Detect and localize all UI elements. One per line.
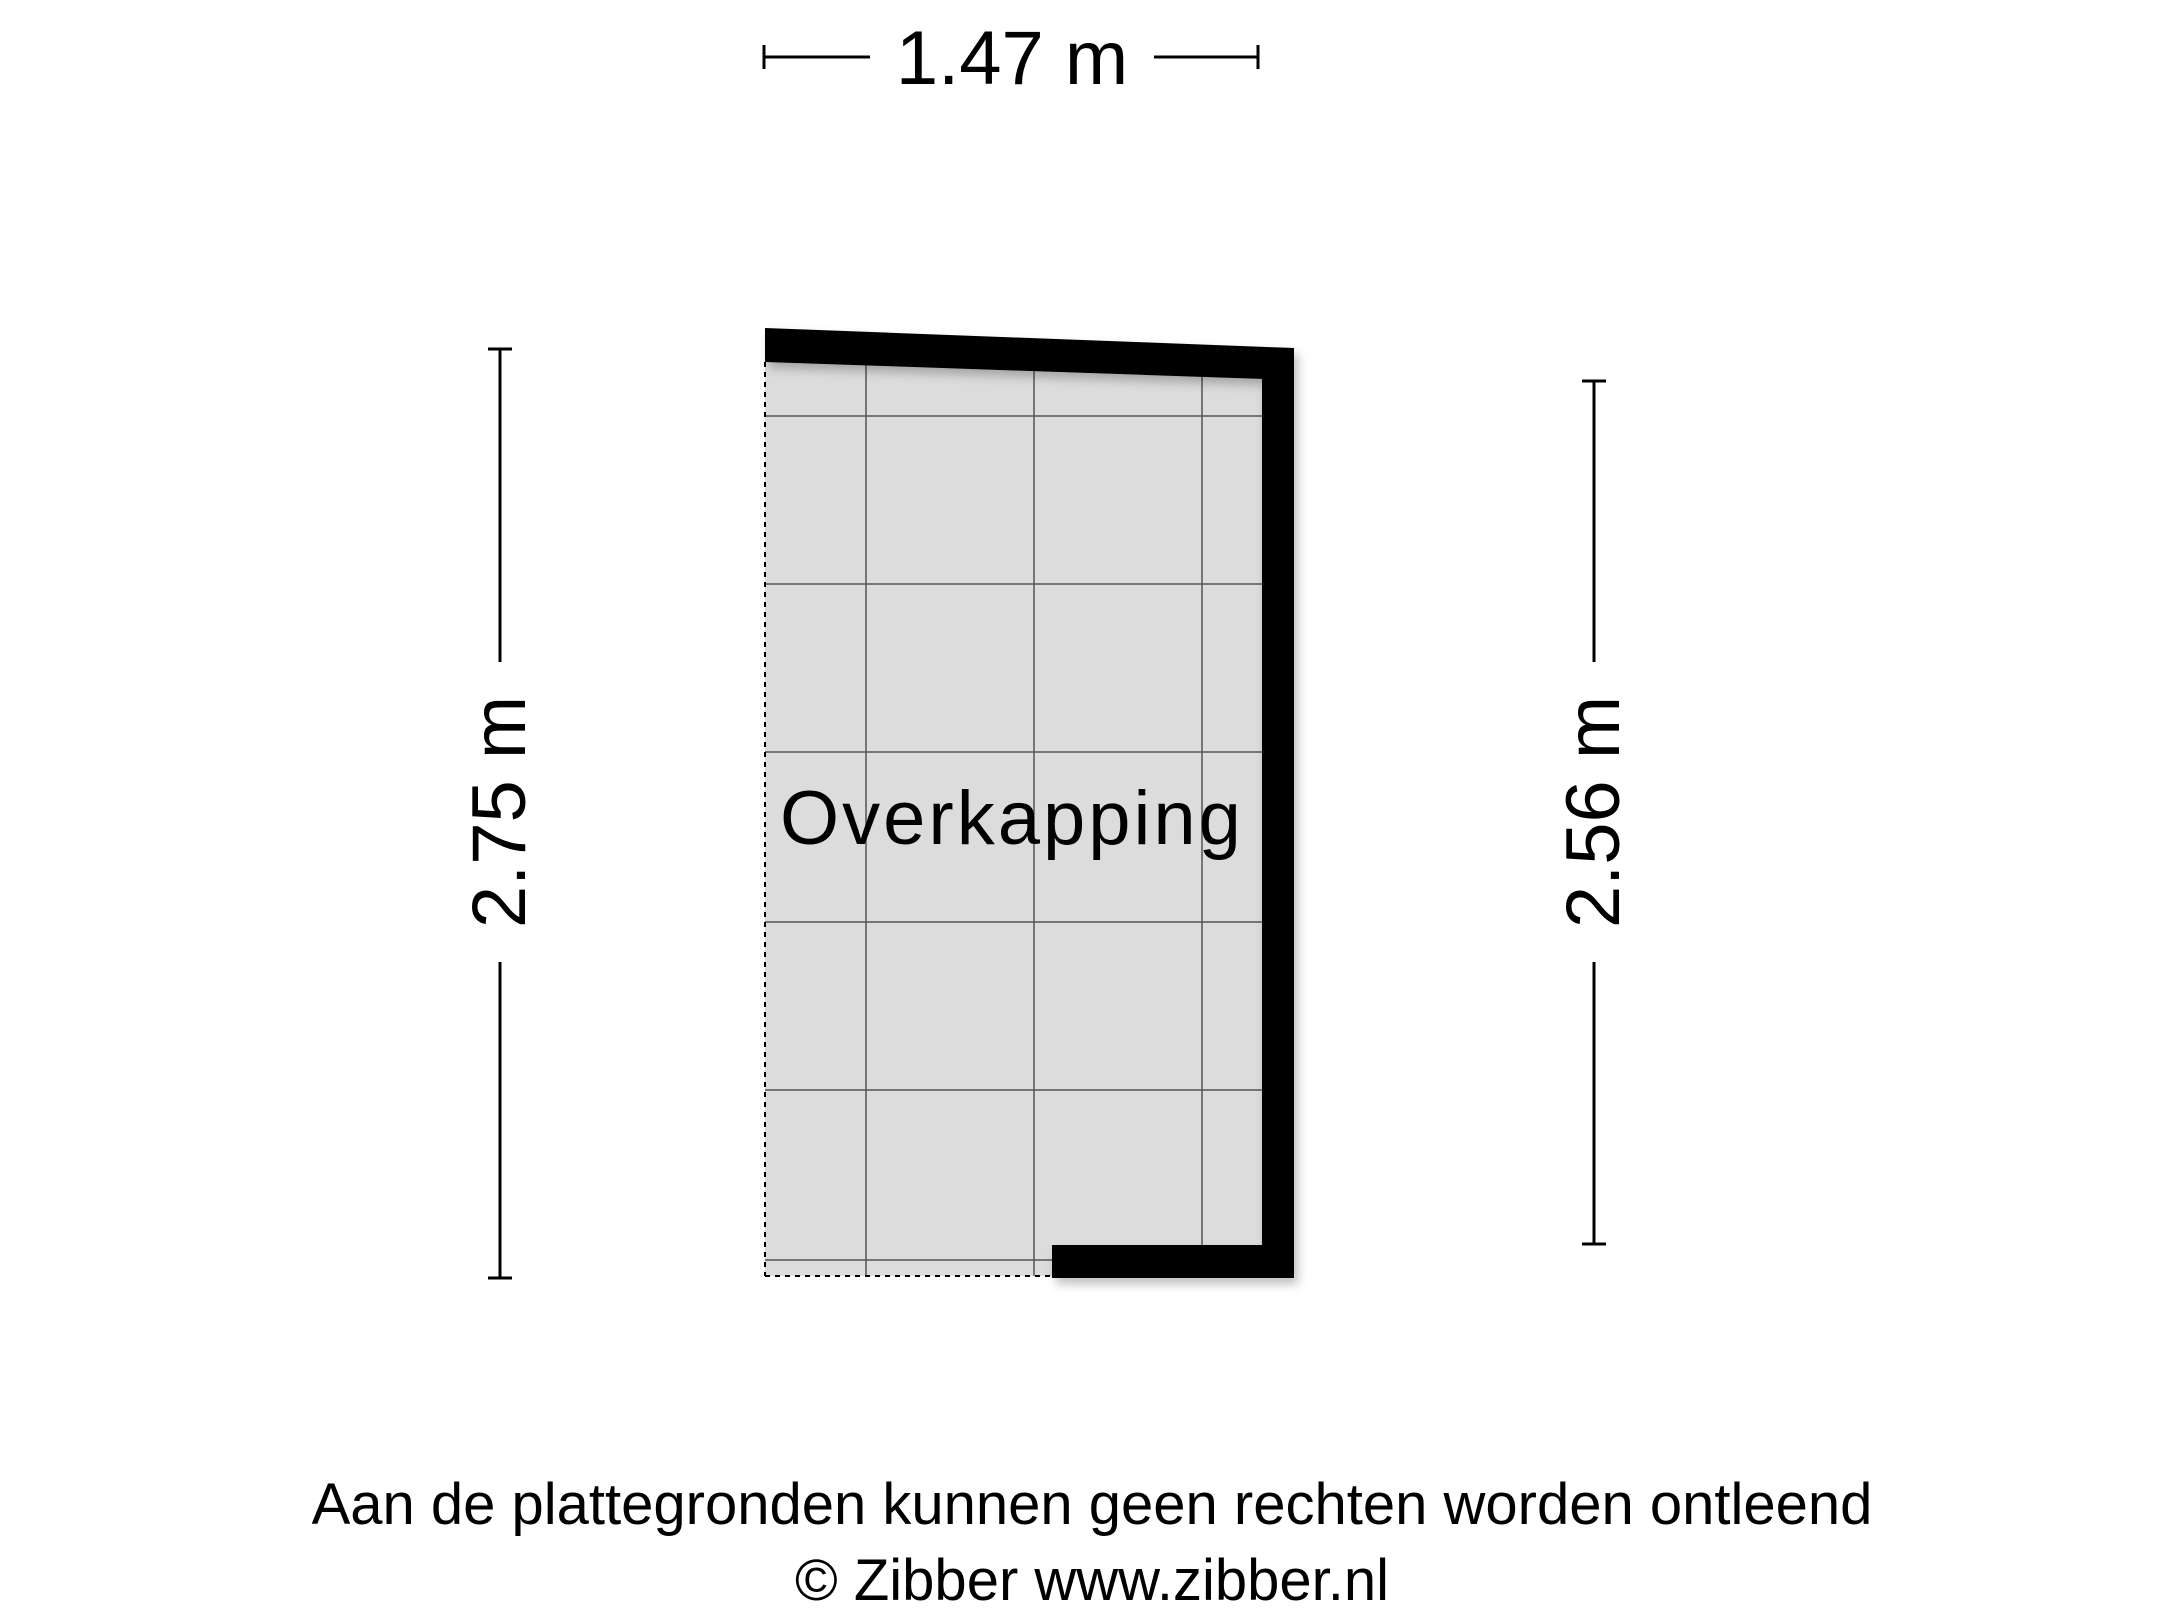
disclaimer-text: Aan de plattegronden kunnen geen rechten worden ontleend [311, 1472, 1873, 1537]
dimension-right [1551, 381, 1636, 1244]
dimension-left-label: 2.75 m [457, 695, 542, 929]
dimension-right-label: 2.56 m [1551, 695, 1636, 929]
dimension-top-label: 1.47 m [895, 16, 1129, 101]
dimension-left [457, 349, 542, 1278]
wall-bottom [1052, 1245, 1294, 1278]
copyright-text: © Zibber www.zibber.nl [795, 1548, 1389, 1613]
room-label: Overkapping [780, 776, 1244, 861]
wall-right [1262, 348, 1294, 1278]
dimension-top [764, 16, 1258, 101]
